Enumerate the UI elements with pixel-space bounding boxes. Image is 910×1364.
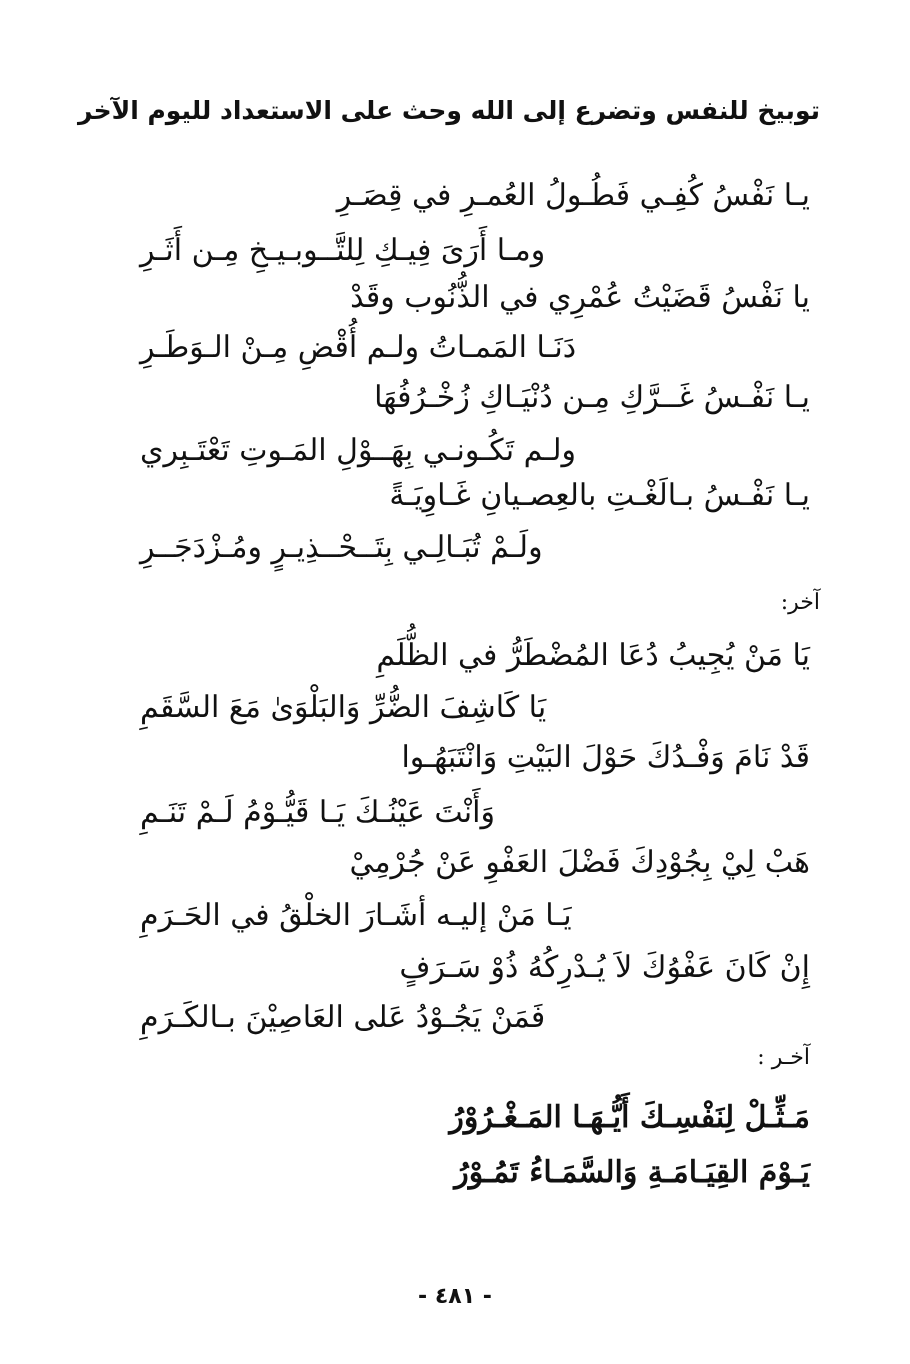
verse-line: يَا مَنْ يُجِيبُ دُعَا المُضْطَرُّ في الظُّلَمِ — [376, 638, 810, 673]
verse-line: يـا نَفْسُ كُفِـي فَطُـولُ العُمـرِ في قِصَـرِ — [336, 178, 810, 213]
verse-line: ولـم تَكُـونـي بِهَــوْلِ المَـوتِ تَعْتَـبِري — [140, 433, 577, 468]
verse-line: ومـا أَرَىَ فِيـكِ لِلتَّــوبـيـخِ مِـن أَثَـرِ — [140, 233, 546, 268]
verse-line: يَا كَاشِفَ الضُّرِّ وَالبَلْوَىٰ مَعَ السَّقَمِ — [140, 690, 547, 725]
verse-line: وَأَنْتَ عَيْنُـكَ يَـا قَيُّـوْمُ لَـمْ تَنَـمِ — [140, 795, 495, 830]
verse-line: مَـثِّـلْ لِنَفْسِـكَ أَيُّـهَـا المَـغْـرُوْرُ — [449, 1100, 810, 1135]
verse-line: يـا نَفْـسُ غَــرَّكِ مِـن دُنْيَـاكِ زُخْـرُفُهَا — [374, 380, 810, 415]
verse-line: يا نَفْسُ قَضَيْتُ عُمْرِي في الذُّنُوب وقَدْ — [350, 280, 810, 315]
verse-line: ولَـمْ تُبَـالِـي بِتَــحْــذِيـرٍ ومُـزْدَجَــرِ — [140, 530, 543, 565]
verse-line: دَنَـا المَمـاتُ ولـم أُقْضِ مِـنْ الـوَطَـرِ — [140, 330, 577, 365]
page-number: - ٤٨١ - — [418, 1284, 492, 1309]
section-label: آخـر : — [757, 1045, 810, 1070]
verse-line: هَبْ لِيْ بِجُوْدِكَ فَضْلَ العَفْوِ عَنْ جُرْمِيْ — [349, 845, 810, 880]
verse-line: يـا نَفْـسُ بـالَغْـتِ بالعِصـيانِ غَـاوِيَـةً — [389, 478, 810, 513]
section-label: آخر: — [780, 590, 820, 615]
verse-line: يَـا مَنْ إليـه أشَـارَ الخلْقُ في الحَـرَمِ — [140, 898, 572, 933]
verse-line: فَمَنْ يَجُـوْدُ عَلى العَاصِيْنَ بـالكَـرَمِ — [140, 1000, 546, 1035]
verse-line: إِنْ كَانَ عَفْوُكَ لاَ يُـدْرِكُهُ ذُوْ سَـرَفٍ — [399, 950, 810, 985]
chapter-title: توبيخ للنفس وتضرع إلى الله وحث على الاستعداد لليوم الآخر — [78, 96, 820, 125]
verse-line: قَدْ نَامَ وَفْـدُكَ حَوْلَ البَيْتِ وَانْتَبَهُـوا — [401, 740, 810, 775]
verse-line: يَـوْمَ القِيَـامَـةِ وَالسَّمَـاءُ تَمُـوْرُ — [454, 1155, 810, 1190]
